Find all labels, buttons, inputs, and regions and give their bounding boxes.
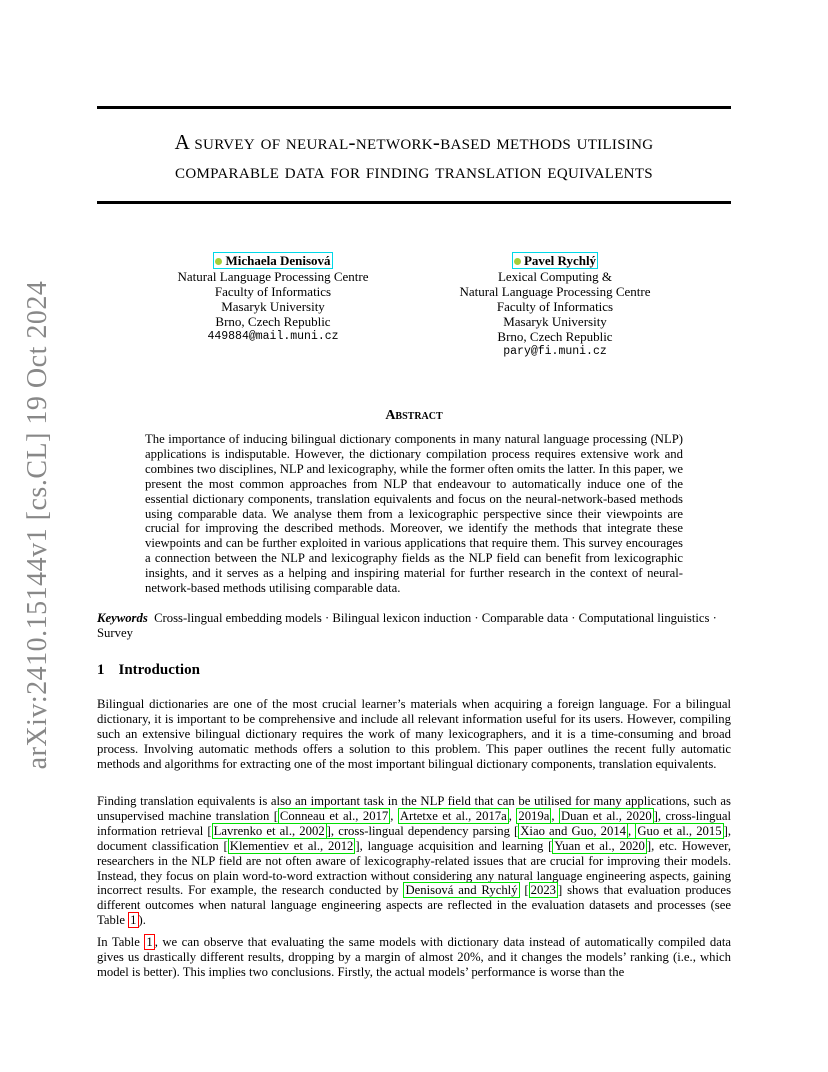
author-block-2 [440,252,670,359]
keywords-label: Keywords [97,611,148,625]
author-affiliation: Brno, Czech Republic [497,329,613,344]
abstract-text: The importance of inducing bilingual dictionary components in many natural language processing (NLP) applications is indisputable. However, the dictionary compilation process requires extensive work and combines two disciplines, NLP and lexicography, while the former often omits the latter. In this paper, we present the most common approaches from NLP that endeavour to automatically induce one of the essential dictionary components, translation equivalents and focus on the neural-network-based methods using comparable data. We analyse them from a lexicographic perspective since their viewpoints are crucial for improving the described methods. Moreover, we identify the methods that integrate these viewpoints and can be further exploited in various applications that require them. This survey encourages a connection between the NLP and lexicography fields as the NLP field can benefit from lexicographic insights, and it serves as a helping and inspiring material for further research in the context of neural-network-based methods utilising comparable data. [145,432,683,596]
section-title: Introduction [118,662,200,678]
citation-link[interactable]: Guo et al., 2015 [637,823,722,838]
paragraph: In Table 1 , we can observe that evaluating the same models with dictionary data instead of automatically compiled data gives us drastically different results, dropping by a margin of almost 20%, and it changes the models’ ranking (i.e., which model is better). This implies two conclusions. Firstly, the actual models’ performance is worse than the [97,935,731,979]
table-reference-link[interactable]: 1 [130,913,137,928]
author-affiliation: Faculty of Informatics [496,299,614,314]
paragraph: Bilingual dictionaries are one of the most crucial learner’s materials when acquiring a foreign language. For a bilingual dictionary, it is important to be comprehensive and include all relevant information useful for its users. However, compiling such an extensive bilingual dictionary requires the work of many lexicographers, and it is a time-consuming and broad process. Involving automatic methods offers a solution to this problem. This paper outlines the recent fully automatic methods and algorithms for extracting one of the most important bilingual dictionary components, translation equivalents. [97,697,731,771]
section-heading [97,662,200,679]
author-affiliation: Masaryk University [503,314,607,329]
citation-link[interactable]: Xiao and Guo, 2014 [520,823,627,838]
author-name-link[interactable]: Michaela Denisová [213,252,332,269]
citation-link[interactable]: Conneau et al., 2017 [279,808,389,823]
author-email: 449884@mail.muni.cz [207,330,339,343]
citation-link[interactable]: 2023 [530,883,557,898]
citation-link[interactable]: Artetxe et al., 2017a [399,808,507,823]
author-affiliation: Natural Language Processing Centre [177,269,369,284]
orcid-icon[interactable] [514,258,521,265]
author-affiliation: Lexical Computing & [497,269,613,284]
paper-title [97,128,731,186]
title-rule-bottom [97,201,731,204]
author-affiliation: Natural Language Processing Centre [459,284,651,299]
citation-link[interactable]: Lavrenko et al., 2002 [213,823,325,838]
author-name-link[interactable]: Pavel Rychlý [512,252,598,269]
paragraph: Finding translation equivalents is also an important task in the NLP field that can be utilised for many applications, such as unsupervised machine translation [ Conneau et al., 2017 , Artetxe et al., 2017a , 2019a , Duan et al., 2020 ], cross-lingual information retrieval [ Lavrenko et al., 2002 ], cross-lingual dependency parsing [ Xiao and Guo, 2014 , Guo et al., 2015 ], document classification [ Klementiev et al., 2012 ], language acquisition and learning [ Yuan et al., 2020 ], etc. However, researchers in the NLP field are not often aware of lexicography-related issues that are crucial for improving their models. Instead, they focus on plain word-to-word extraction without considering any natural language engineering aspects, gaining incorrect results. For example, the research conducted by Denisová and Rychlý [ 2023 ] shows that evaluation produces different outcomes when natural language engineering aspects are reflected in the evaluation datasets and processes (see Table 1 ). [97,794,732,928]
citation-link[interactable]: Yuan et al., 2020 [554,838,645,853]
citation-link[interactable]: Denisová and Rychlý [405,883,518,898]
title-line-1: A survey of neural-network-based methods utilising [174,130,654,154]
author-email: pary@fi.muni.cz [503,345,607,358]
arxiv-identifier-stamp: arXiv:2410.15144v1 [cs.CL] 19 Oct 2024 [22,280,53,770]
author-block-1 [158,252,388,344]
citation-link[interactable]: 2019a [518,808,550,823]
orcid-icon[interactable] [215,258,222,265]
keywords-text: Cross-lingual embedding models · Bilingual lexicon induction · Comparable data · Computational linguistics · Survey [97,611,717,640]
keywords [97,611,731,641]
author-affiliation: Masaryk University [221,299,325,314]
title-line-2: comparable data for finding translation equivalents [175,159,653,183]
author-affiliation: Faculty of Informatics [214,284,332,299]
abstract-heading: Abstract [385,408,443,423]
author-affiliation: Brno, Czech Republic [215,314,331,329]
table-reference-link[interactable]: 1 [146,935,153,949]
citation-link[interactable]: Klementiev et al., 2012 [229,838,354,853]
section-number: 1 [97,662,105,678]
citation-link[interactable]: Duan et al., 2020 [560,808,652,823]
title-rule-top [97,106,731,109]
